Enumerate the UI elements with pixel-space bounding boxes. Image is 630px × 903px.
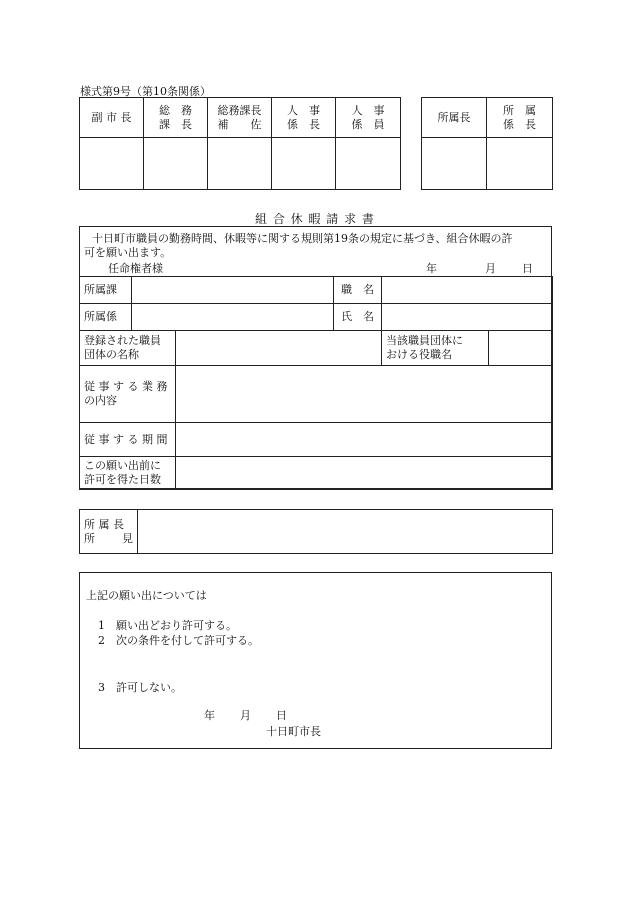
union-name-field[interactable] xyxy=(176,331,382,366)
stamp-cell[interactable] xyxy=(208,138,272,190)
form-title: 組 合 休 暇 請 求 書 xyxy=(255,212,375,226)
label-job-title: 職 名 xyxy=(334,277,382,304)
request-fields xyxy=(79,276,553,490)
intro-line-1: 十日町市職員の勤務時間、休暇等に関する規則第19条の規定に基づき、組合休暇の許 xyxy=(92,232,513,245)
header-personnel-chief: 人 事 係 長 xyxy=(272,98,336,138)
decision-option-deny: 3 許可しない。 xyxy=(98,681,182,694)
label-name: 氏 名 xyxy=(334,304,382,331)
decision-option-approve: 1 願い出どおり許可する。 xyxy=(98,619,237,632)
label-union-post: 当該職員団体に おける役職名 xyxy=(382,331,489,366)
header-general-affairs-deputy: 総務課長 補 佐 xyxy=(208,98,272,138)
name-field[interactable] xyxy=(382,304,553,331)
header-vice-mayor: 副 市 長 xyxy=(80,98,144,138)
header-general-affairs-chief: 総 務 課 長 xyxy=(144,98,208,138)
union-post-field[interactable] xyxy=(489,331,553,366)
prior-days-field[interactable] xyxy=(176,457,553,490)
label-union-name: 登録された職員 団体の名称 xyxy=(80,331,176,366)
label-dept: 所属課 xyxy=(80,277,132,304)
stamp-cell[interactable] xyxy=(487,138,553,190)
decision-date-month: 月 xyxy=(240,709,251,722)
stamp-cell[interactable] xyxy=(80,138,144,190)
decision-heading: 上記の願い出については xyxy=(86,589,207,602)
duty-content-field[interactable] xyxy=(176,366,553,423)
header-personnel-staff: 人 事 係 員 xyxy=(336,98,401,138)
label-duty-content: 従 事 す る 業 務 の内容 xyxy=(80,366,176,423)
approval-table-left xyxy=(79,97,401,190)
request-form xyxy=(79,226,552,489)
dept-field[interactable] xyxy=(132,277,334,304)
stamp-cell[interactable] xyxy=(272,138,336,190)
date-month: 月 xyxy=(485,262,496,275)
header-section-chief: 所 属 係 長 xyxy=(487,98,553,138)
opinion-table xyxy=(79,509,553,554)
approval-table-right xyxy=(421,97,553,190)
date-year: 年 xyxy=(426,262,437,275)
form-number: 様式第9号（第10条関係） xyxy=(80,85,211,98)
addressee: 任命権者様 xyxy=(108,262,163,275)
duty-period-field[interactable] xyxy=(176,423,553,457)
label-duty-period: 従 事 す る 期 間 xyxy=(80,423,176,457)
label-section: 所属係 xyxy=(80,304,132,331)
intro-line-2: 可を願い出ます。 xyxy=(84,246,172,259)
decision-date-day: 日 xyxy=(276,709,287,722)
stamp-cell[interactable] xyxy=(336,138,401,190)
header-dept-head: 所属長 xyxy=(422,98,487,138)
job-title-field[interactable] xyxy=(382,277,553,304)
label-prior-days: この願い出前に 許可を得た日数 xyxy=(80,457,176,490)
decision-box xyxy=(79,572,552,749)
stamp-cell[interactable] xyxy=(422,138,487,190)
label-opinion: 所 属 長 所 見 xyxy=(80,510,138,554)
decision-date-year: 年 xyxy=(204,709,215,722)
section-field[interactable] xyxy=(132,304,334,331)
opinion-field[interactable] xyxy=(138,510,553,554)
stamp-cell[interactable] xyxy=(144,138,208,190)
decision-option-conditional: 2 次の条件を付して許可する。 xyxy=(98,634,259,647)
date-day: 日 xyxy=(522,262,533,275)
decision-signer: 十日町市長 xyxy=(266,725,321,738)
